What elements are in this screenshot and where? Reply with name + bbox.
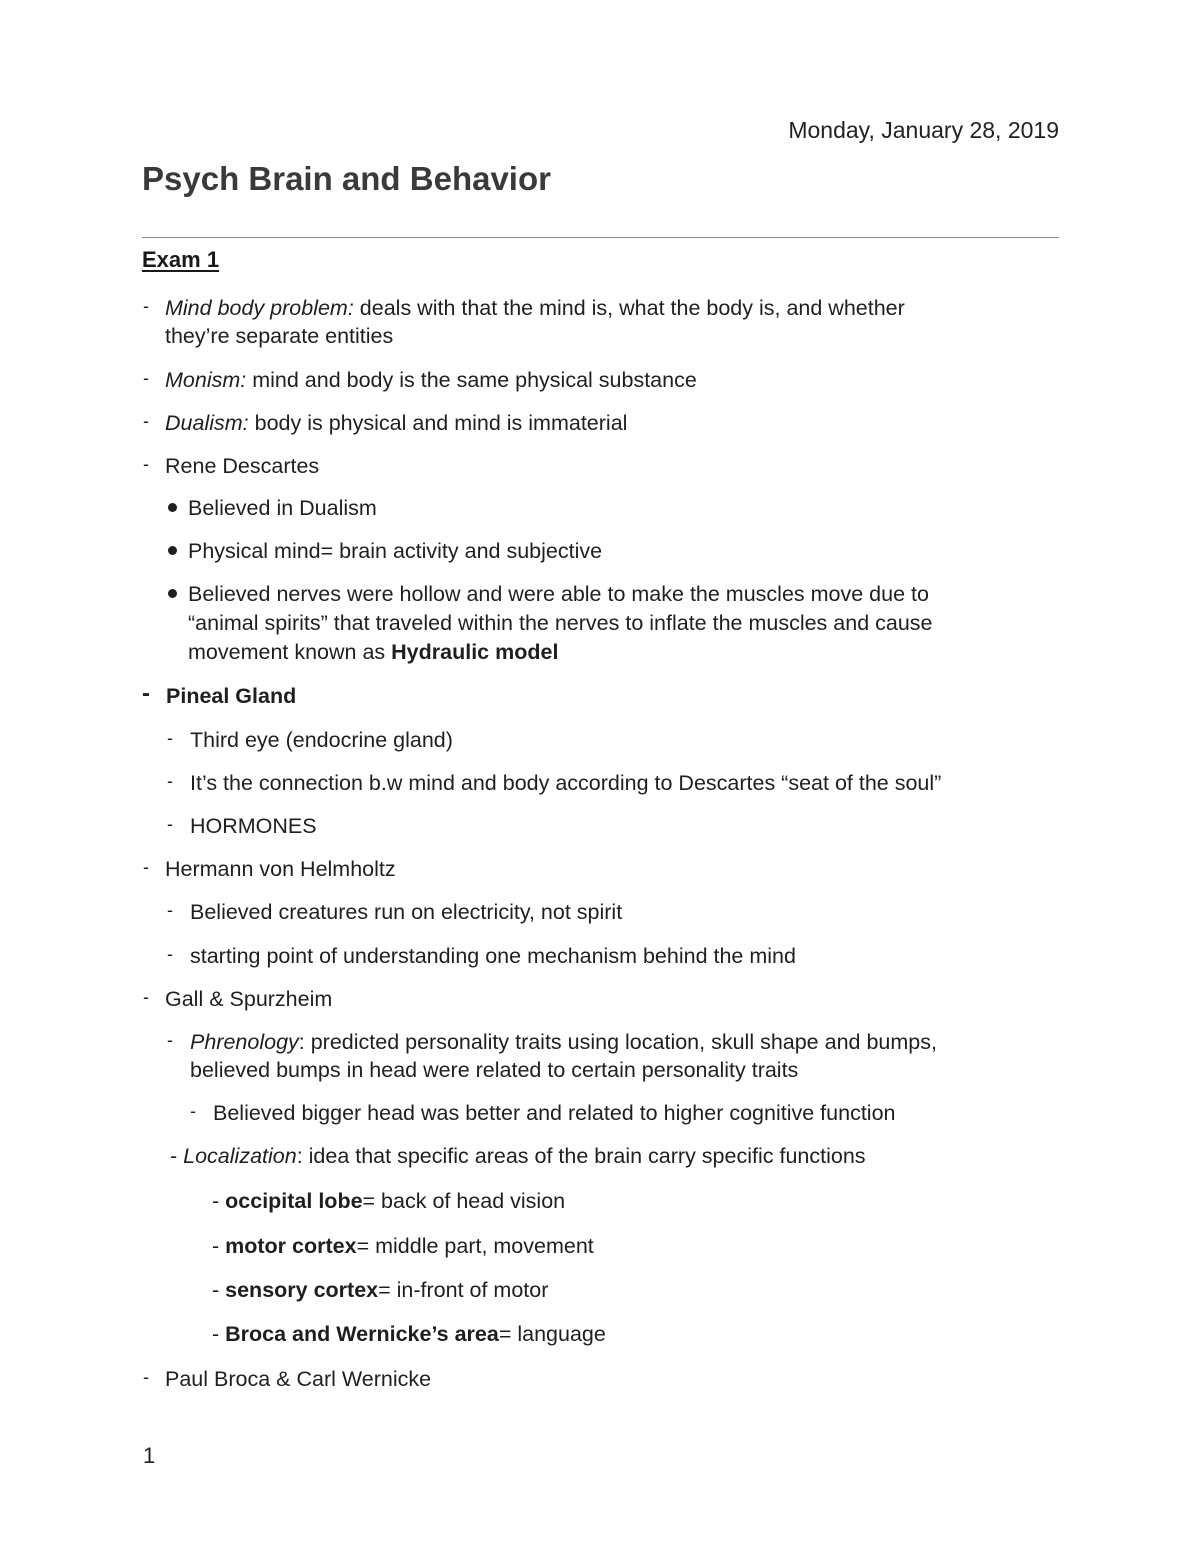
- dash-marker: -: [167, 771, 173, 791]
- note-broca-wernicke: Paul Broca & Carl Wernicke: [165, 1367, 432, 1391]
- dash-marker: -: [143, 454, 149, 474]
- term-dualism: Dualism:: [165, 411, 249, 435]
- dash-marker: -: [143, 857, 149, 877]
- note-mind-body-cont: they’re separate entities: [165, 324, 394, 348]
- area-term: sensory cortex: [225, 1278, 379, 1302]
- area-text: = language: [498, 1322, 606, 1346]
- dash-marker: -: [143, 1367, 149, 1387]
- bullet-dot: [168, 546, 177, 555]
- dash-marker: -: [143, 411, 149, 431]
- area-text: = middle part, movement: [356, 1234, 594, 1258]
- pineal-sub-3: HORMONES: [190, 814, 317, 838]
- area-term: occipital lobe: [225, 1189, 363, 1213]
- note-mind-body: [165, 294, 905, 322]
- page-title: Psych Brain and Behavior: [142, 160, 551, 197]
- note-helmholtz: Hermann von Helmholtz: [165, 857, 396, 881]
- helmholtz-sub-2: starting point of understanding one mechanism behind the mind: [190, 944, 796, 968]
- note-text: movement known as: [188, 640, 392, 664]
- area-item: [212, 1320, 606, 1348]
- note-descartes: Rene Descartes: [165, 454, 320, 478]
- note-text: : predicted personality traits using location, skull shape and bumps,: [298, 1030, 937, 1054]
- note-text: body is physical and mind is immaterial: [248, 411, 628, 435]
- note-monism: [165, 366, 697, 394]
- dash-marker: -: [167, 728, 173, 748]
- note-dualism: [165, 409, 627, 437]
- dash-prefix: -: [212, 1278, 226, 1302]
- date-line: Monday, January 28, 2019: [788, 117, 1059, 143]
- term-mind-body: Mind body problem:: [165, 296, 354, 320]
- note-gall: Gall & Spurzheim: [165, 987, 333, 1011]
- dash-marker: -: [143, 296, 149, 316]
- dash-prefix: -: [212, 1234, 226, 1258]
- pineal-sub-2: It’s the connection b.w mind and body according to Descartes “seat of the soul”: [190, 771, 942, 795]
- bullet-dot: [168, 503, 177, 512]
- dash-marker: -: [143, 987, 149, 1007]
- dash-marker: -: [190, 1101, 196, 1121]
- descartes-bullet-3-cont: “animal spirits” that traveled within the nerves to inflate the muscles and cause: [188, 611, 933, 635]
- dash-prefix: -: [170, 1144, 184, 1168]
- note-text: deals with that the mind is, what the body is, and whether: [353, 296, 905, 320]
- note-text: mind and body is the same physical substance: [246, 368, 697, 392]
- dash-marker: -: [167, 814, 173, 834]
- gall-localization: [170, 1142, 866, 1170]
- descartes-bullet-2: Physical mind= brain activity and subjective: [188, 539, 603, 563]
- term-monism: Monism:: [165, 368, 247, 392]
- area-text: = back of head vision: [362, 1189, 566, 1213]
- dash-prefix: -: [212, 1189, 226, 1213]
- section-heading: Exam 1: [142, 247, 220, 272]
- page-number: 1: [143, 1443, 156, 1468]
- helmholtz-sub-1: Believed creatures run on electricity, not spirit: [190, 900, 623, 924]
- note-text: : idea that specific areas of the brain carry specific functions: [296, 1144, 866, 1168]
- title-divider: [142, 237, 1059, 238]
- dash-marker: -: [167, 944, 173, 964]
- dash-marker: -: [167, 1030, 173, 1050]
- term-localization: Localization: [183, 1144, 297, 1168]
- term-phrenology: Phrenology: [190, 1030, 299, 1054]
- note-pineal: Pineal Gland: [166, 684, 297, 708]
- area-term: motor cortex: [225, 1234, 357, 1258]
- dash-marker: -: [143, 368, 149, 388]
- area-item: [212, 1187, 565, 1215]
- area-item: [212, 1232, 594, 1260]
- term-hydraulic-model: Hydraulic model: [391, 640, 559, 664]
- phrenology-sub: Believed bigger head was better and related to higher cognitive function: [213, 1101, 896, 1125]
- dash-prefix: -: [212, 1322, 226, 1346]
- gall-phrenology-cont: believed bumps in head were related to certain personality traits: [190, 1058, 799, 1082]
- descartes-bullet-3: Believed nerves were hollow and were able to make the muscles move due to: [188, 582, 929, 606]
- area-term: Broca and Wernicke’s area: [225, 1322, 499, 1346]
- area-text: = in-front of motor: [378, 1278, 549, 1302]
- descartes-bullet-1: Believed in Dualism: [188, 496, 377, 520]
- area-item: [212, 1276, 548, 1304]
- gall-phrenology: [190, 1028, 937, 1056]
- dash-marker: -: [167, 900, 173, 920]
- bullet-dot: [168, 589, 177, 598]
- pineal-sub-1: Third eye (endocrine gland): [190, 728, 453, 752]
- descartes-bullet-3-cont: [188, 638, 558, 666]
- dash-marker: -: [142, 680, 150, 707]
